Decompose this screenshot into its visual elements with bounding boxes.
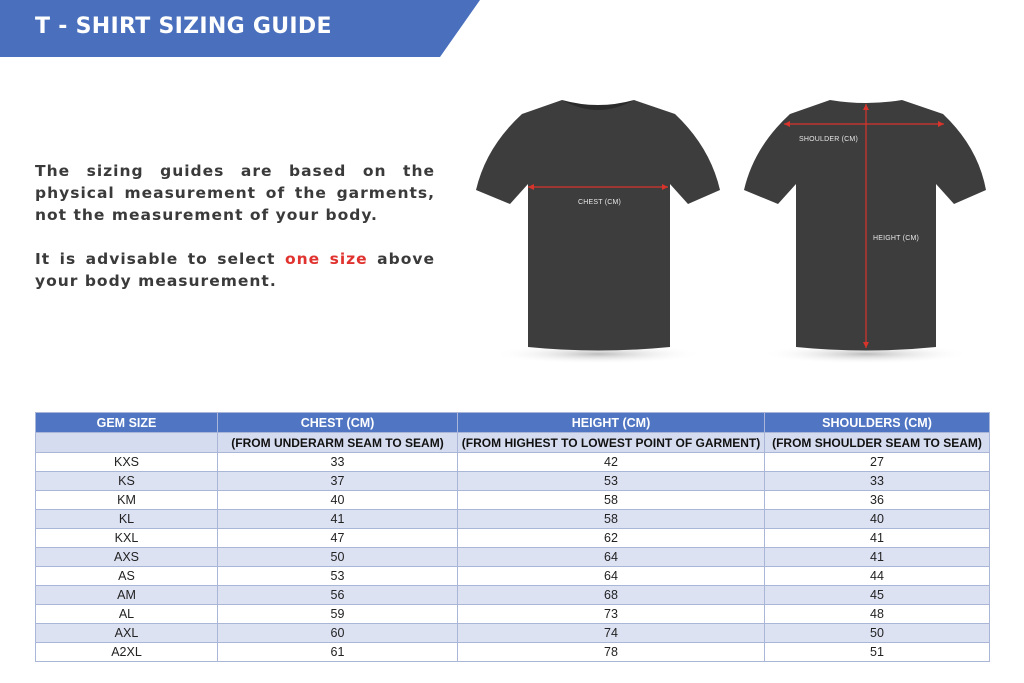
cell-size: AS bbox=[36, 567, 218, 586]
intro-p2-before: It is advisable to select bbox=[35, 250, 285, 268]
table-row bbox=[36, 643, 990, 662]
cell-chest: 41 bbox=[218, 510, 458, 529]
header-gem-size: GEM SIZE bbox=[36, 413, 218, 433]
header-height: HEIGHT (CM) bbox=[458, 413, 765, 433]
cell-shoulders: 44 bbox=[765, 567, 990, 586]
cell-chest: 53 bbox=[218, 567, 458, 586]
cell-chest: 61 bbox=[218, 643, 458, 662]
cell-shoulders: 41 bbox=[765, 529, 990, 548]
subheader-height: (FROM HIGHEST TO LOWEST POINT OF GARMENT) bbox=[458, 433, 765, 453]
subheader-gem-size bbox=[36, 433, 218, 453]
cell-size: AM bbox=[36, 586, 218, 605]
intro-highlight: one size bbox=[284, 250, 368, 268]
table-row bbox=[36, 510, 990, 529]
cell-height: 62 bbox=[458, 529, 765, 548]
shoulder-measure-label: SHOULDER (CM) bbox=[799, 136, 858, 143]
cell-height: 64 bbox=[458, 548, 765, 567]
cell-size: AXL bbox=[36, 624, 218, 643]
height-measure-label: HEIGHT (CM) bbox=[873, 235, 920, 242]
table-row bbox=[36, 472, 990, 491]
cell-height: 58 bbox=[458, 491, 765, 510]
cell-height: 42 bbox=[458, 453, 765, 472]
tshirt-back-icon bbox=[738, 92, 998, 377]
cell-height: 58 bbox=[458, 510, 765, 529]
header-chest: CHEST (CM) bbox=[218, 413, 458, 433]
header-shoulders: SHOULDERS (CM) bbox=[765, 413, 990, 433]
cell-shoulders: 40 bbox=[765, 510, 990, 529]
table-row bbox=[36, 453, 990, 472]
title-banner bbox=[0, 0, 480, 57]
table-body bbox=[36, 453, 990, 662]
cell-chest: 60 bbox=[218, 624, 458, 643]
table-row bbox=[36, 491, 990, 510]
subheader-shoulders: (FROM SHOULDER SEAM TO SEAM) bbox=[765, 433, 990, 453]
cell-height: 64 bbox=[458, 567, 765, 586]
table-row bbox=[36, 605, 990, 624]
intro-p2-after: above your body measurement. bbox=[35, 250, 436, 290]
cell-height: 73 bbox=[458, 605, 765, 624]
cell-size: KXL bbox=[36, 529, 218, 548]
cell-chest: 56 bbox=[218, 586, 458, 605]
intro-paragraph-1: The sizing guides are based on the physical measurement of the garments, not the measurement of your body. bbox=[35, 162, 435, 224]
cell-shoulders: 45 bbox=[765, 586, 990, 605]
table-row bbox=[36, 624, 990, 643]
cell-size: KL bbox=[36, 510, 218, 529]
table-header-row bbox=[36, 413, 990, 433]
cell-size: A2XL bbox=[36, 643, 218, 662]
intro-paragraph-2 bbox=[35, 248, 435, 292]
cell-height: 53 bbox=[458, 472, 765, 491]
cell-size: AXS bbox=[36, 548, 218, 567]
cell-shoulders: 33 bbox=[765, 472, 990, 491]
cell-height: 68 bbox=[458, 586, 765, 605]
cell-size: KM bbox=[36, 491, 218, 510]
table-row bbox=[36, 567, 990, 586]
cell-size: KXS bbox=[36, 453, 218, 472]
cell-chest: 59 bbox=[218, 605, 458, 624]
chest-measure-label: CHEST (CM) bbox=[578, 199, 622, 206]
cell-height: 74 bbox=[458, 624, 765, 643]
intro-text bbox=[35, 160, 435, 314]
cell-shoulders: 50 bbox=[765, 624, 990, 643]
page-title: T - SHIRT SIZING GUIDE bbox=[35, 14, 332, 39]
cell-chest: 40 bbox=[218, 491, 458, 510]
cell-shoulders: 48 bbox=[765, 605, 990, 624]
cell-size: KS bbox=[36, 472, 218, 491]
cell-size: AL bbox=[36, 605, 218, 624]
cell-shoulders: 51 bbox=[765, 643, 990, 662]
table-row bbox=[36, 586, 990, 605]
cell-height: 78 bbox=[458, 643, 765, 662]
cell-shoulders: 41 bbox=[765, 548, 990, 567]
tshirt-front-icon bbox=[470, 92, 730, 377]
table-subheader-row bbox=[36, 433, 990, 453]
cell-chest: 50 bbox=[218, 548, 458, 567]
table-row bbox=[36, 529, 990, 548]
cell-shoulders: 36 bbox=[765, 491, 990, 510]
size-table bbox=[35, 412, 990, 662]
cell-chest: 33 bbox=[218, 453, 458, 472]
table-row bbox=[36, 548, 990, 567]
cell-chest: 47 bbox=[218, 529, 458, 548]
subheader-chest: (FROM UNDERARM SEAM TO SEAM) bbox=[218, 433, 458, 453]
cell-chest: 37 bbox=[218, 472, 458, 491]
cell-shoulders: 27 bbox=[765, 453, 990, 472]
